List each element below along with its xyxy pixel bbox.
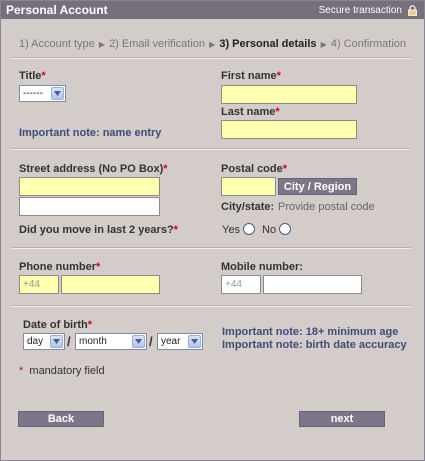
progress-steps (1, 38, 424, 50)
secure-label: Secure transaction (318, 4, 402, 16)
postal-code-input[interactable] (221, 177, 276, 196)
step-personal-details: 3) Personal details (219, 38, 317, 50)
step-confirmation: 4) Confirmation (330, 38, 407, 50)
date-separator: / (67, 334, 71, 349)
dob-month-select[interactable]: month (75, 333, 147, 350)
moved-yes-radio[interactable] (243, 223, 255, 235)
city-state-hint: Provide postal code (278, 201, 375, 213)
age-note[interactable]: Important note: 18+ minimum age (222, 326, 399, 338)
no-label: No (262, 224, 277, 236)
secure-indicator (319, 5, 418, 16)
mobile-prefix-input[interactable] (221, 275, 261, 294)
step-arrow-icon: ▶ (209, 40, 216, 49)
back-button[interactable]: Back (18, 411, 104, 427)
lock-icon (407, 5, 418, 16)
street-address-line2-input[interactable] (19, 197, 160, 216)
step-email-verification: 2) Email verification (109, 38, 206, 50)
first-name-input[interactable] (221, 85, 357, 104)
dob-year-select[interactable]: year (157, 333, 203, 350)
step-arrow-icon: ▶ (320, 40, 327, 49)
mobile-number-input[interactable] (263, 275, 362, 294)
chevron-down-icon (132, 335, 145, 348)
moved-no-radio[interactable] (279, 223, 291, 235)
chevron-down-icon (50, 335, 63, 348)
street-address-input[interactable] (19, 177, 160, 196)
first-name-label: First name* (221, 70, 281, 82)
dob-accuracy-note[interactable]: Important note: birth date accuracy (222, 339, 407, 351)
title-label: Title* (19, 70, 46, 82)
mandatory-field-legend: * mandatory field (19, 365, 105, 377)
last-name-label: Last name* (221, 106, 280, 118)
divider (11, 57, 411, 59)
title-bar (1, 1, 424, 19)
next-button[interactable]: next (299, 411, 385, 427)
chevron-down-icon (188, 335, 201, 348)
divider (11, 247, 411, 249)
divider (11, 148, 411, 150)
divider (11, 305, 411, 307)
title-select[interactable] (19, 85, 66, 102)
phone-number-input[interactable] (61, 275, 160, 294)
street-address-label: Street address (No PO Box)* (19, 163, 168, 175)
required-mark: * (19, 365, 24, 377)
mobile-number-label: Mobile number: (221, 261, 303, 273)
moved-question-label: Did you move in last 2 years?* (19, 224, 178, 236)
step-account-type: 1) Account type (18, 38, 95, 50)
step-arrow-icon: ▶ (98, 40, 105, 49)
page-title: Personal Account (6, 3, 108, 17)
name-note[interactable]: Important note: name entry (19, 127, 162, 139)
city-region-button[interactable]: City / Region (278, 178, 357, 195)
yes-label: Yes (222, 224, 240, 236)
city-state-label: City/state: (221, 201, 275, 213)
phone-number-label: Phone number* (19, 261, 101, 273)
chevron-down-icon (51, 87, 64, 100)
last-name-input[interactable] (221, 120, 357, 139)
phone-prefix-input[interactable] (19, 275, 59, 294)
dob-day-select[interactable]: day (23, 333, 65, 350)
date-of-birth-label: Date of birth* (23, 319, 93, 331)
postal-code-label: Postal code* (221, 163, 288, 175)
title-value: ------ (23, 88, 43, 99)
date-separator: / (149, 334, 153, 349)
